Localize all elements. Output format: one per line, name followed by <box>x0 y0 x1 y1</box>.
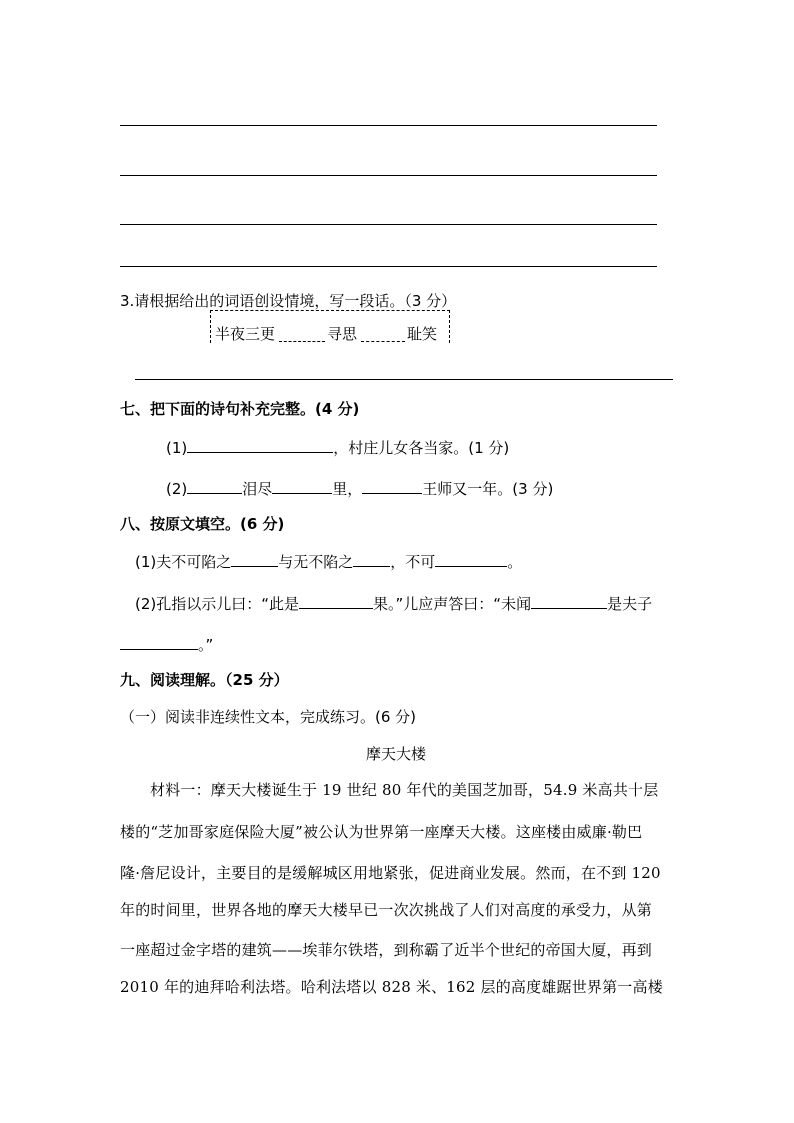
article-line-3: 隆·詹尼设计，主要目的是缓解城区用地紧张，促进商业发展。然而，在不到 120 <box>120 864 661 882</box>
item-text: 是夫子 <box>607 595 653 613</box>
fill-blank[interactable] <box>272 479 332 494</box>
article-line-6: 2010 年的迪拜哈利法塔。哈利法塔以 828 米、162 层的高度雄踞世界第一高楼 <box>120 978 663 996</box>
article-line-1: 材料一：摩天大楼诞生于 19 世纪 80 年代的美国芝加哥，54.9 米高共十层 <box>150 781 659 799</box>
section-9-sub-1: （一）阅读非连续性文本，完成练习。(6 分) <box>120 708 417 726</box>
item-text: 。 <box>507 553 523 571</box>
item-text: ，村庄儿女各当家。(1 分) <box>333 439 510 457</box>
article-line-4: 年的时间里，世界各地的摩天大楼早已一次次挑战了人们对高度的承受力，从第 <box>120 901 653 919</box>
fill-blank[interactable] <box>187 479 242 494</box>
section-8-item-2-cont <box>120 635 213 655</box>
word-box <box>210 310 450 343</box>
fill-blank[interactable] <box>435 552 507 567</box>
item-text: 泪尽 <box>242 480 273 498</box>
answer-line-3[interactable] <box>120 224 657 225</box>
question-3-prompt: 3.请根据给出的词语创设情境，写一段话。（3 分） <box>120 292 457 310</box>
item-text: 里， <box>332 480 363 498</box>
section-9-heading: 九、阅读理解。（25 分） <box>120 671 289 689</box>
box-dash-2 <box>361 341 405 342</box>
word-1: 半夜三更 <box>215 325 276 343</box>
fill-blank[interactable] <box>187 438 333 453</box>
word-3: 耻笑 <box>407 325 438 343</box>
answer-line-5[interactable] <box>135 379 673 380</box>
item-text: ，不可 <box>390 553 436 571</box>
fill-blank[interactable] <box>299 594 373 609</box>
item-number: (1) <box>166 439 188 457</box>
item-text: (1)夫不可陷之 <box>135 553 232 571</box>
article-line-2: 楼的“芝加哥家庭保险大厦”被公认为世界第一座摩天大楼。这座楼由威廉·勒巴 <box>120 823 643 841</box>
section-7-item-1 <box>166 438 509 458</box>
section-8-heading: 八、按原文填空。(6 分) <box>120 515 285 533</box>
item-text: 王师又一年。(3 分) <box>422 480 554 498</box>
item-text: (2)孔指以示儿曰：“此是 <box>135 595 300 613</box>
item-text: 。” <box>198 636 214 654</box>
answer-line-2[interactable] <box>120 175 657 176</box>
section-8-item-2 <box>135 594 652 614</box>
answer-line-4[interactable] <box>120 266 657 267</box>
item-text: 果。”儿应声答曰：“未闻 <box>373 595 532 613</box>
fill-blank[interactable] <box>120 635 198 650</box>
fill-blank[interactable] <box>362 479 422 494</box>
article-line-5: 一座超过金字塔的建筑——埃菲尔铁塔，到称霸了近半个世纪的帝国大厦，再到 <box>120 941 653 959</box>
fill-blank[interactable] <box>353 552 390 567</box>
item-text: 与无不陷之 <box>278 553 354 571</box>
article-title: 摩天大楼 <box>366 745 427 763</box>
section-7-item-2 <box>166 479 553 499</box>
answer-line-1[interactable] <box>120 125 657 126</box>
fill-blank[interactable] <box>231 552 278 567</box>
section-7-heading: 七、把下面的诗句补充完整。(4 分) <box>120 400 360 418</box>
item-number: (2) <box>166 480 188 498</box>
box-dash-1 <box>279 341 325 342</box>
word-2: 寻思 <box>327 325 358 343</box>
section-8-item-1 <box>135 552 522 572</box>
fill-blank[interactable] <box>531 594 607 609</box>
